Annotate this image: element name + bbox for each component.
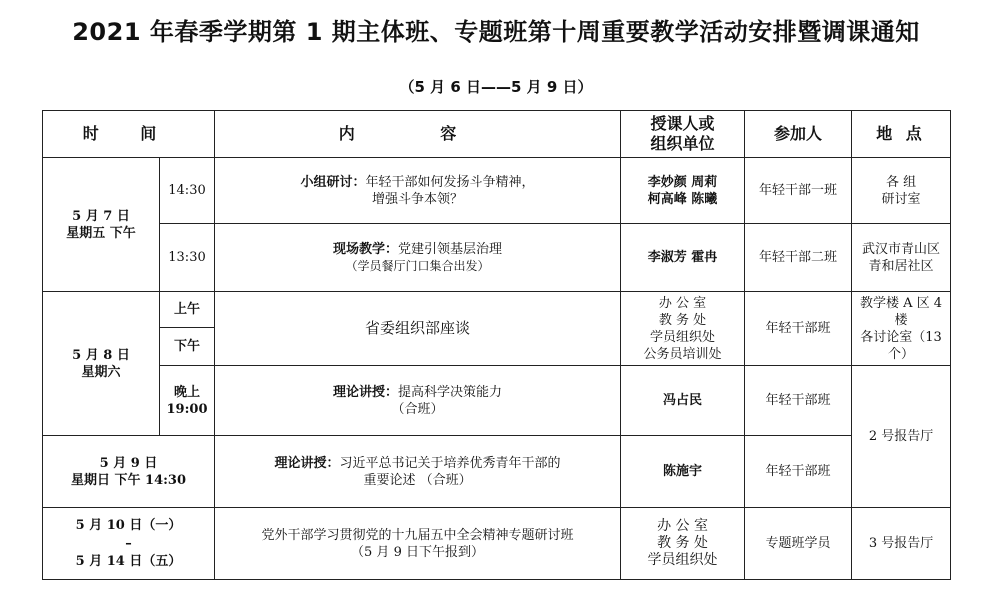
lecturer-cell: 陈施宇 <box>621 436 745 508</box>
participants-cell: 专题班学员 <box>745 508 852 580</box>
location-cell-shared: 2 号报告厅 <box>852 366 951 508</box>
location-cell: 各 组 研讨室 <box>852 158 951 224</box>
content-cell: 理论讲授：习近平总书记关于培养优秀青年干部的 重要论述 （合班） <box>215 436 621 508</box>
date-range-subtitle: （5 月 6 日——5 月 9 日） <box>399 78 593 96</box>
page-title: 2021 年春季学期第 1 期主体班、专题班第十周重要教学活动安排暨调课通知 <box>72 18 920 46</box>
time-cell: 14:30 <box>160 158 215 224</box>
participants-cell: 年轻干部班 <box>745 366 852 436</box>
content-cell: 理论讲授：提高科学决策能力 （合班） <box>215 366 621 436</box>
table-row <box>43 366 951 436</box>
time-cell-morning: 上午 <box>160 292 215 328</box>
participants-cell: 年轻干部班 <box>745 436 852 508</box>
time-cell-evening: 晚上 19:00 <box>160 366 215 436</box>
date-cell-may8: 5 月 8 日 星期六 <box>43 292 160 436</box>
schedule-table <box>42 110 951 580</box>
header-row <box>43 111 951 158</box>
table-row <box>43 508 951 580</box>
location-cell: 3 号报告厅 <box>852 508 951 580</box>
table-row <box>43 224 951 292</box>
header-location: 地 点 <box>852 111 951 158</box>
participants-cell: 年轻干部一班 <box>745 158 852 224</box>
location-cell: 武汉市青山区 青和居社区 <box>852 224 951 292</box>
content-cell: 现场教学：党建引领基层治理 （学员餐厅门口集合出发） <box>215 224 621 292</box>
date-cell-may7: 5 月 7 日 星期五 下午 <box>43 158 160 292</box>
content-cell: 小组研讨：年轻干部如何发扬斗争精神， 增强斗争本领？ <box>215 158 621 224</box>
header-content: 内 容 <box>215 111 621 158</box>
time-cell: 13:30 <box>160 224 215 292</box>
table-row <box>43 158 951 224</box>
content-cell: 党外干部学习贯彻党的十九届五中全会精神专题研讨班 （5 月 9 日下午报到） <box>215 508 621 580</box>
header-lecturer: 授课人或 组织单位 <box>621 111 745 158</box>
time-cell-afternoon: 下午 <box>160 328 215 366</box>
lecturer-cell: 冯占民 <box>621 366 745 436</box>
lecturer-cell: 李淑芳 霍冉 <box>621 224 745 292</box>
organizer-cell: 办 公 室 教 务 处 学员组织处 <box>621 508 745 580</box>
organizer-cell: 办 公 室 教 务 处 学员组织处 公务员培训处 <box>621 292 745 366</box>
content-cell: 省委组织部座谈 <box>215 292 621 366</box>
header-participants: 参加人 <box>745 111 852 158</box>
lecturer-cell: 李妙颜 周莉 柯高峰 陈曦 <box>621 158 745 224</box>
participants-cell: 年轻干部二班 <box>745 224 852 292</box>
table-row <box>43 436 951 508</box>
location-cell: 教学楼 A 区 4 楼 各讨论室（13 个） <box>852 292 951 366</box>
table-row <box>43 292 951 328</box>
date-cell-may10: 5 月 10 日（一） – 5 月 14 日（五） <box>43 508 215 580</box>
date-cell-may9: 5 月 9 日 星期日 下午 14:30 <box>43 436 215 508</box>
participants-cell: 年轻干部班 <box>745 292 852 366</box>
header-time: 时 间 <box>43 111 215 158</box>
